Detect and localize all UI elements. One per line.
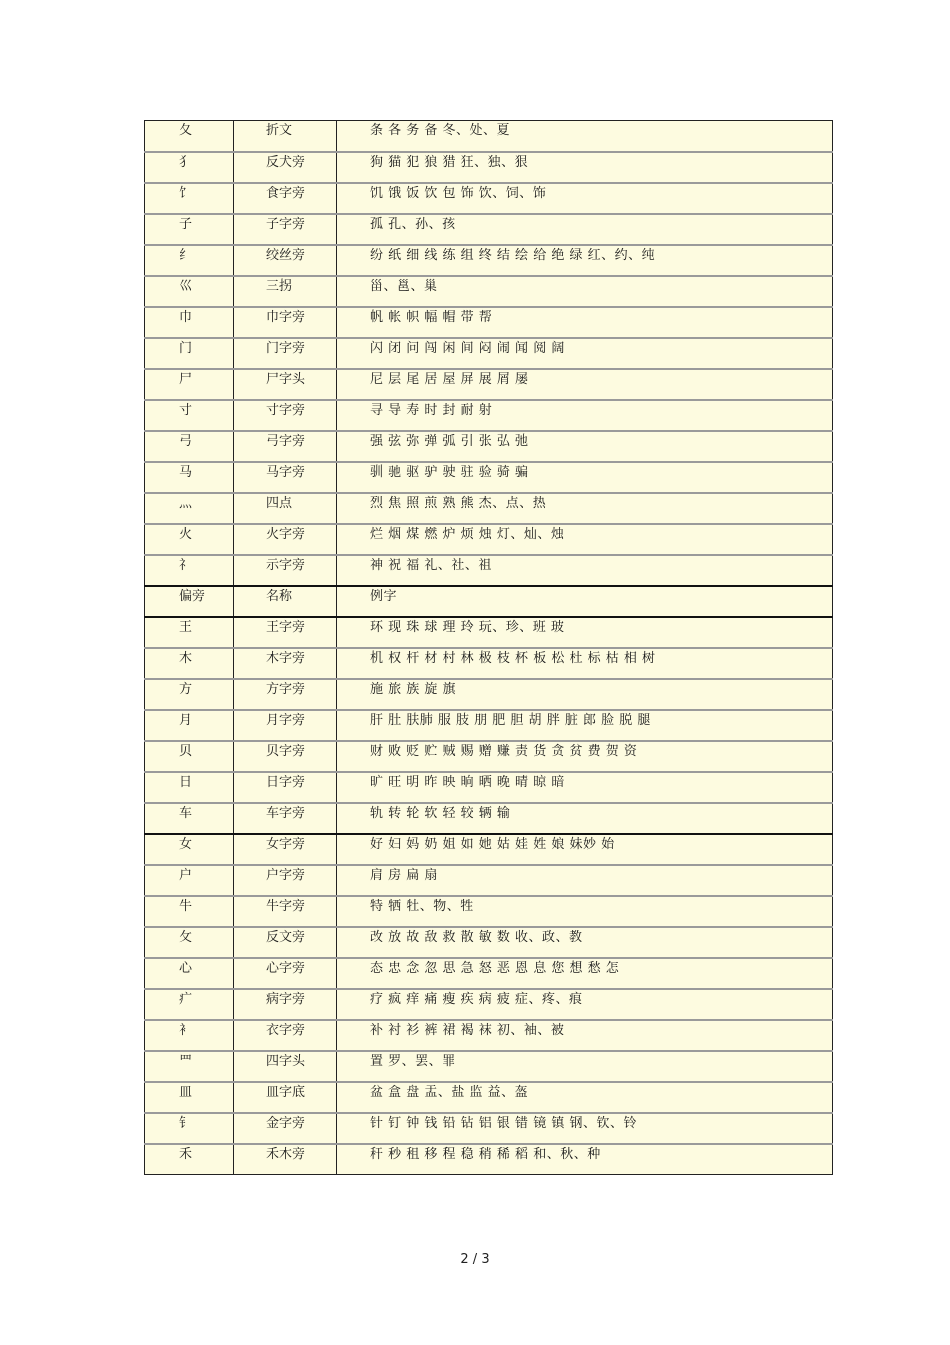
name-cell: 心字旁: [234, 958, 337, 989]
radical-cell: 尸: [145, 369, 234, 400]
radical-cell: 月: [145, 710, 234, 741]
examples-cell: 施 旅 族 旋 旗: [337, 679, 833, 710]
table-row: [145, 958, 833, 989]
page-number: 2 / 3: [460, 1252, 490, 1267]
radical-cell: 犭: [145, 152, 234, 183]
name-cell: 尸字头: [234, 369, 337, 400]
table-row: [145, 214, 833, 245]
name-cell: 车字旁: [234, 803, 337, 834]
name-cell: 折文: [234, 121, 337, 152]
radical-cell: 火: [145, 524, 234, 555]
examples-cell: 条 各 务 备 冬、处、夏: [337, 121, 833, 152]
table-row: [145, 648, 833, 679]
name-cell: 寸字旁: [234, 400, 337, 431]
radical-cell: 门: [145, 338, 234, 369]
radical-cell: 纟: [145, 245, 234, 276]
name-cell: 病字旁: [234, 989, 337, 1020]
radical-cell: 车: [145, 803, 234, 834]
name-cell: 门字旁: [234, 338, 337, 369]
table-row: [145, 369, 833, 400]
examples-cell: 肩 房 扁 扇: [337, 865, 833, 896]
table-row: [145, 1082, 833, 1113]
examples-cell: 态 忠 念 忽 思 急 怒 恶 恩 息 您 想 愁 怎: [337, 958, 833, 989]
name-cell: 名称: [234, 586, 337, 617]
table-row: [145, 803, 833, 834]
examples-cell: 纷 纸 细 线 练 组 终 结 绘 给 绝 绿 红、约、纯: [337, 245, 833, 276]
name-cell: 月字旁: [234, 710, 337, 741]
name-cell: 皿字底: [234, 1082, 337, 1113]
radical-cell: 夂: [145, 121, 234, 152]
examples-cell: 机 权 杆 材 村 林 极 枝 杯 板 松 杜 标 枯 相 树: [337, 648, 833, 679]
table-row: [145, 1113, 833, 1144]
radical-cell: 木: [145, 648, 234, 679]
radical-cell: 饣: [145, 183, 234, 214]
name-cell: 反文旁: [234, 927, 337, 958]
radical-cell: 王: [145, 617, 234, 648]
table-row: [145, 710, 833, 741]
examples-cell: 烂 烟 煤 燃 炉 烦 烛 灯、灿、烛: [337, 524, 833, 555]
name-cell: 牛字旁: [234, 896, 337, 927]
radical-cell: 疒: [145, 989, 234, 1020]
table-row: [145, 865, 833, 896]
name-cell: 子字旁: [234, 214, 337, 245]
table-row: [145, 338, 833, 369]
table-row: [145, 772, 833, 803]
examples-cell: 好 妇 妈 奶 姐 如 她 姑 娃 姓 娘 妹妙 始: [337, 834, 833, 865]
name-cell: 弓字旁: [234, 431, 337, 462]
examples-cell: 肝 肚 肤肺 服 肢 朋 肥 胆 胡 胖 脏 郎 脸 脱 腿: [337, 710, 833, 741]
examples-cell: 闪 闭 问 闯 闲 间 闷 闹 闻 阅 阔: [337, 338, 833, 369]
radical-table-body: [145, 121, 833, 1175]
examples-cell: 烈 焦 照 煎 熟 熊 杰、点、热: [337, 493, 833, 524]
examples-cell: 特 牺 牡、物、牲: [337, 896, 833, 927]
table-row: [145, 152, 833, 183]
examples-cell: 疗 疯 痒 痛 瘦 疾 病 疲 症、疼、痕: [337, 989, 833, 1020]
name-cell: 禾木旁: [234, 1144, 337, 1175]
radical-cell: 牛: [145, 896, 234, 927]
radical-cell: 马: [145, 462, 234, 493]
radical-cell: 户: [145, 865, 234, 896]
radical-cell: 禾: [145, 1144, 234, 1175]
table-row: [145, 741, 833, 772]
name-cell: 示字旁: [234, 555, 337, 586]
table-row: [145, 245, 833, 276]
table-row: [145, 462, 833, 493]
table-row: [145, 307, 833, 338]
examples-cell: 环 现 珠 球 理 玲 玩、珍、班 玻: [337, 617, 833, 648]
table-row: [145, 1020, 833, 1051]
table-row: [145, 679, 833, 710]
name-cell: 四点: [234, 493, 337, 524]
examples-cell: 孤 孔、孙、孩: [337, 214, 833, 245]
examples-cell: 强 弦 弥 弹 弧 引 张 弘 弛: [337, 431, 833, 462]
examples-cell: 尼 层 尾 居 屋 屏 展 屑 屡: [337, 369, 833, 400]
radical-cell: 衤: [145, 1020, 234, 1051]
examples-cell: 饥 饿 饭 饮 包 饰 饮、饲、饰: [337, 183, 833, 214]
name-cell: 绞丝旁: [234, 245, 337, 276]
radical-cell: 寸: [145, 400, 234, 431]
examples-cell: 补 衬 衫 裤 裙 褐 袜 初、袖、被: [337, 1020, 833, 1051]
name-cell: 食字旁: [234, 183, 337, 214]
radical-cell: 弓: [145, 431, 234, 462]
radical-cell: 偏旁: [145, 586, 234, 617]
examples-cell: 帆 帐 帜 幅 帽 带 帮: [337, 307, 833, 338]
examples-cell: 轨 转 轮 软 轻 较 辆 输: [337, 803, 833, 834]
name-cell: 金字旁: [234, 1113, 337, 1144]
radical-cell: 灬: [145, 493, 234, 524]
radical-cell: 女: [145, 834, 234, 865]
radical-cell: 巾: [145, 307, 234, 338]
name-cell: 女字旁: [234, 834, 337, 865]
examples-cell: 神 祝 福 礼、社、祖: [337, 555, 833, 586]
table-row: [145, 121, 833, 152]
radical-cell: 贝: [145, 741, 234, 772]
name-cell: 方字旁: [234, 679, 337, 710]
radical-cell: 礻: [145, 555, 234, 586]
radical-table: [144, 120, 833, 1175]
examples-cell: 驯 驰 驱 驴 驶 驻 验 骑 骗: [337, 462, 833, 493]
name-cell: 三拐: [234, 276, 337, 307]
table-row: [145, 183, 833, 214]
name-cell: 反犬旁: [234, 152, 337, 183]
table-row: [145, 896, 833, 927]
name-cell: 四字头: [234, 1051, 337, 1082]
name-cell: 贝字旁: [234, 741, 337, 772]
table-row: [145, 431, 833, 462]
name-cell: 户字旁: [234, 865, 337, 896]
examples-cell: 针 钉 钟 钱 铅 钻 铝 银 错 镜 镇 钢、钦、铃: [337, 1113, 833, 1144]
radical-cell: 皿: [145, 1082, 234, 1113]
radical-cell: 方: [145, 679, 234, 710]
radical-cell: 巛: [145, 276, 234, 307]
table-row: [145, 555, 833, 586]
examples-cell: 改 放 故 敌 救 散 敏 数 收、政、教: [337, 927, 833, 958]
table-row: [145, 276, 833, 307]
examples-cell: 例字: [337, 586, 833, 617]
table-row: [145, 400, 833, 431]
table-row: [145, 1144, 833, 1175]
examples-cell: 旷 旺 明 昨 映 晌 晒 晚 晴 晾 暗: [337, 772, 833, 803]
examples-cell: 狗 猫 犯 狼 猎 狂、独、狠: [337, 152, 833, 183]
name-cell: 日字旁: [234, 772, 337, 803]
name-cell: 巾字旁: [234, 307, 337, 338]
header-row: [145, 586, 833, 617]
radical-cell: 心: [145, 958, 234, 989]
table-row: [145, 1051, 833, 1082]
examples-cell: 秆 秒 租 移 程 稳 稍 稀 稻 和、秋、种: [337, 1144, 833, 1175]
name-cell: 马字旁: [234, 462, 337, 493]
name-cell: 木字旁: [234, 648, 337, 679]
radical-cell: 罒: [145, 1051, 234, 1082]
name-cell: 衣字旁: [234, 1020, 337, 1051]
examples-cell: 甾、邕、巢: [337, 276, 833, 307]
name-cell: 王字旁: [234, 617, 337, 648]
examples-cell: 盆 盒 盘 盂、盐 监 益、盔: [337, 1082, 833, 1113]
table-row: [145, 927, 833, 958]
table-row: [145, 524, 833, 555]
radical-cell: 日: [145, 772, 234, 803]
examples-cell: 置 罗、罢、罪: [337, 1051, 833, 1082]
examples-cell: 寻 导 寿 时 封 耐 射: [337, 400, 833, 431]
table-row: [145, 989, 833, 1020]
examples-cell: 财 败 贬 贮 贼 赐 赠 赚 责 货 贪 贫 费 贺 资: [337, 741, 833, 772]
radical-cell: 攵: [145, 927, 234, 958]
name-cell: 火字旁: [234, 524, 337, 555]
table-row: [145, 493, 833, 524]
table-row: [145, 834, 833, 865]
table-row: [145, 617, 833, 648]
radical-cell: 钅: [145, 1113, 234, 1144]
radical-cell: 子: [145, 214, 234, 245]
